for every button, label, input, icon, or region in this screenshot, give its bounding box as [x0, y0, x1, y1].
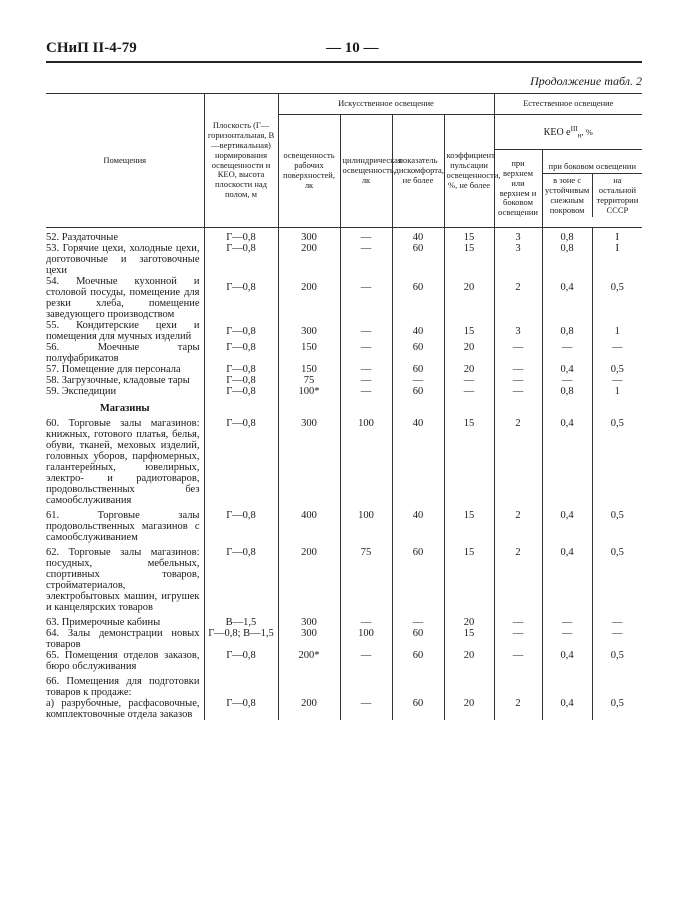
room-name: 63. Примерочные кабины [46, 617, 161, 628]
room-name: 58. Загрузочные, кладовые тары [46, 375, 190, 386]
cell-zone: 0,8 [542, 320, 592, 342]
table-row [46, 228, 642, 244]
cell-top: 3 [494, 228, 542, 244]
cell-cyl: 100 [340, 418, 392, 510]
header-side-lighting: при боковом освещении [543, 160, 643, 175]
cell-cyl: — [340, 276, 392, 320]
cell-top: 2 [494, 547, 542, 617]
cell-cyl: 75 [340, 547, 392, 617]
cell-cyl: — [340, 228, 392, 244]
header-rooms: Помещения [46, 94, 204, 228]
cell-plane: Г—0,8 [204, 698, 278, 720]
cell-comfort: 60 [392, 628, 444, 650]
room-name: 54. Моечные кухонной и столовой посуды, помещение для резки хлеба, помещение заведующего производством [46, 276, 200, 320]
cell-top: 3 [494, 320, 542, 342]
keo-superscript: III [570, 124, 578, 133]
cell-plane: Г—0,8 [204, 276, 278, 320]
cell-illum: 200 [278, 698, 340, 720]
cell-rest: 1 [592, 320, 642, 342]
cell-top: — [494, 617, 542, 628]
cell-cyl: 100 [340, 510, 392, 547]
cell-illum: 75 [278, 375, 340, 386]
header-illuminance: освещенность рабочих поверхностей, лк [278, 115, 340, 228]
room-name: 60. Торговые залы магазинов: книжных, готового платья, белья, обуви, тканей, меховых изделий, головных уборов, парфюмерных, галантерейных, ювелирных, электро- и радиотоваров, продовольственных без самообслуживания [46, 418, 200, 506]
cell-comfort: 60 [392, 698, 444, 720]
cell-illum: 200 [278, 276, 340, 320]
empty-cell [444, 672, 494, 698]
header-pulsation: коэффициент пульсации освещенности, %, не более [444, 115, 494, 228]
cell-plane: Г—0,8 [204, 547, 278, 617]
cell-top: — [494, 364, 542, 375]
cell-rest: I [592, 228, 642, 244]
cell-pulse: 15 [444, 510, 494, 547]
cell-pulse: 20 [444, 617, 494, 628]
cell-pulse: 15 [444, 628, 494, 650]
header-keo [494, 115, 642, 150]
cell-zone: 0,4 [542, 650, 592, 672]
cell-cyl: 100 [340, 628, 392, 650]
lighting-norms-table [46, 93, 642, 720]
cell-cyl: — [340, 342, 392, 364]
table-continuation-label: Продолжение табл. 2 [530, 74, 642, 88]
cell-top: — [494, 628, 542, 650]
cell-top: — [494, 650, 542, 672]
cell-zone: 0,4 [542, 364, 592, 375]
cell-pulse: 15 [444, 547, 494, 617]
header-rule [46, 61, 642, 63]
room-name: 66. Помещения для подготовки товаров к продаже: [46, 676, 200, 698]
header-artificial-lighting: Искусственное освещение [278, 94, 494, 115]
keo-label: КЕО е [543, 126, 571, 138]
cell-plane: Г—0,8; В—1,5 [204, 628, 278, 650]
header-top-lighting: при верхнем или верхнем и боковом освещении [494, 150, 542, 228]
table-row [46, 698, 642, 720]
cell-top: — [494, 386, 542, 397]
table-row [46, 276, 642, 320]
room-name: 61. Торговые залы продовольственных магазинов с самообслуживанием [46, 510, 200, 543]
cell-plane: В—1,5 [204, 617, 278, 628]
section-row [46, 397, 642, 418]
cell-pulse: 20 [444, 698, 494, 720]
cell-cyl: — [340, 375, 392, 386]
cell-pulse: 20 [444, 650, 494, 672]
cell-illum: 300 [278, 320, 340, 342]
cell-top: 3 [494, 243, 542, 276]
empty-cell [542, 672, 592, 698]
table-row [46, 510, 642, 547]
cell-top: — [494, 375, 542, 386]
cell-rest: — [592, 375, 642, 386]
cell-rest: 0,5 [592, 418, 642, 510]
cell-rest: 0,5 [592, 547, 642, 617]
header-cylindrical: цилиндрическая освещенность, лк [340, 115, 392, 228]
cell-top: 2 [494, 510, 542, 547]
cell-top: 2 [494, 698, 542, 720]
cell-rest: — [592, 342, 642, 364]
table-row [46, 364, 642, 375]
empty-cell [494, 672, 542, 698]
cell-illum: 150 [278, 364, 340, 375]
cell-pulse: — [444, 375, 494, 386]
cell-plane: Г—0,8 [204, 243, 278, 276]
table-body [46, 228, 642, 721]
cell-comfort: 40 [392, 228, 444, 244]
section-title: Магазины [99, 403, 150, 414]
room-name: 55. Кондитерские цехи и помещения для мучных изделий [46, 320, 200, 342]
cell-zone: 0,4 [542, 276, 592, 320]
room-name: 64. Залы демонстрации новых товаров [46, 628, 200, 650]
cell-illum: 200 [278, 547, 340, 617]
cell-pulse: 20 [444, 342, 494, 364]
cell-zone: 0,8 [542, 243, 592, 276]
cell-zone: 0,4 [542, 510, 592, 547]
keo-unit: , % [581, 126, 593, 137]
cell-cyl: — [340, 386, 392, 397]
cell-plane: Г—0,8 [204, 228, 278, 244]
room-name: 57. Помещение для персонала [46, 364, 181, 375]
cell-plane: Г—0,8 [204, 375, 278, 386]
cell-top: 2 [494, 418, 542, 510]
table-row [46, 375, 642, 386]
empty-cell [392, 397, 444, 418]
cell-rest: — [592, 617, 642, 628]
empty-cell [494, 397, 542, 418]
cell-pulse: 15 [444, 243, 494, 276]
cell-plane: Г—0,8 [204, 364, 278, 375]
cell-rest: — [592, 628, 642, 650]
cell-illum: 200* [278, 650, 340, 672]
cell-cyl: — [340, 320, 392, 342]
empty-cell [204, 672, 278, 698]
cell-comfort: 40 [392, 418, 444, 510]
cell-zone: 0,8 [542, 386, 592, 397]
table-row [46, 386, 642, 397]
cell-plane: Г—0,8 [204, 510, 278, 547]
cell-comfort: 60 [392, 547, 444, 617]
table-row [46, 650, 642, 672]
cell-rest: 0,5 [592, 650, 642, 672]
cell-zone: 0,4 [542, 547, 592, 617]
cell-top: 2 [494, 276, 542, 320]
room-name: 52. Раздаточные [46, 232, 118, 243]
cell-cyl: — [340, 617, 392, 628]
table-row [46, 672, 642, 698]
cell-rest: 0,5 [592, 510, 642, 547]
header-side-lighting-group [542, 150, 642, 228]
cell-plane: Г—0,8 [204, 320, 278, 342]
cell-plane: Г—0,8 [204, 342, 278, 364]
cell-rest: 0,5 [592, 276, 642, 320]
cell-illum: 150 [278, 342, 340, 364]
cell-plane: Г—0,8 [204, 418, 278, 510]
table-row [46, 342, 642, 364]
table-row [46, 243, 642, 276]
room-name: 53. Горячие цехи, холодные цехи, доготовочные и заготовочные цехи [46, 243, 200, 276]
page-number: — 10 — [326, 40, 379, 56]
header-side-subcols [543, 174, 643, 217]
room-name: 62. Торговые залы магазинов: посудных, мебельных, спортивных товаров, стройматериалов, электробытовых машин, игрушек и канцелярских товаров [46, 547, 200, 613]
cell-rest: 0,5 [592, 364, 642, 375]
table-row [46, 617, 642, 628]
cell-comfort: — [392, 617, 444, 628]
cell-zone: — [542, 617, 592, 628]
cell-comfort: 60 [392, 386, 444, 397]
cell-comfort: 60 [392, 650, 444, 672]
table-row [46, 547, 642, 617]
cell-illum: 300 [278, 628, 340, 650]
cell-cyl: — [340, 698, 392, 720]
empty-cell [278, 397, 340, 418]
cell-top: — [494, 342, 542, 364]
cell-zone: — [542, 628, 592, 650]
empty-cell [592, 672, 642, 698]
cell-comfort: 60 [392, 276, 444, 320]
room-name: 56. Моечные тары полуфабрикатов [46, 342, 200, 364]
room-name: 59. Экспедиции [46, 386, 117, 397]
cell-zone: 0,4 [542, 698, 592, 720]
empty-cell [444, 397, 494, 418]
table-row [46, 418, 642, 510]
cell-pulse: 15 [444, 418, 494, 510]
cell-illum: 300 [278, 418, 340, 510]
document-code: СНиП II-4-79 [46, 40, 137, 56]
empty-cell [542, 397, 592, 418]
cell-pulse: — [444, 386, 494, 397]
cell-rest: 0,5 [592, 698, 642, 720]
cell-zone: 0,4 [542, 418, 592, 510]
empty-cell [278, 672, 340, 698]
cell-comfort: 40 [392, 510, 444, 547]
header-snow-zone: в зоне с устойчивым снежным покровом [543, 174, 593, 217]
cell-cyl: — [340, 364, 392, 375]
header-natural-lighting: Естественное освещение [494, 94, 642, 115]
cell-pulse: 15 [444, 228, 494, 244]
cell-plane: Г—0,8 [204, 386, 278, 397]
keo-subscript: н [577, 131, 582, 140]
cell-comfort: 60 [392, 342, 444, 364]
empty-cell [204, 397, 278, 418]
cell-zone: 0,8 [542, 228, 592, 244]
cell-comfort: 40 [392, 320, 444, 342]
cell-pulse: 15 [444, 320, 494, 342]
cell-illum: 100* [278, 386, 340, 397]
cell-illum: 300 [278, 228, 340, 244]
empty-cell [392, 672, 444, 698]
cell-rest: 1 [592, 386, 642, 397]
cell-pulse: 20 [444, 276, 494, 320]
cell-plane: Г—0,8 [204, 650, 278, 672]
empty-cell [592, 397, 642, 418]
cell-comfort: 60 [392, 243, 444, 276]
cell-rest: I [592, 243, 642, 276]
cell-comfort: 60 [392, 364, 444, 375]
header-discomfort: показатель дискомфорта, не более [392, 115, 444, 228]
table-row [46, 320, 642, 342]
header-rest-territory: на остальной территории СССР [596, 175, 639, 215]
cell-illum: 400 [278, 510, 340, 547]
empty-cell [340, 397, 392, 418]
table-row [46, 628, 642, 650]
cell-cyl: — [340, 650, 392, 672]
room-name: а) разрубочные, расфасовочные, комплектовочные отдела заказов [46, 698, 200, 720]
cell-illum: 200 [278, 243, 340, 276]
empty-cell [340, 672, 392, 698]
cell-zone: — [542, 375, 592, 386]
cell-pulse: 20 [444, 364, 494, 375]
cell-illum: 300 [278, 617, 340, 628]
room-name: 65. Помещения отделов заказов, бюро обслуживания [46, 650, 200, 672]
header-plane: Плоскость (Г—горизонтальная, В—вертикальная) нормирования освещенности и КЕО, высота плоскости над полом, м [204, 94, 278, 228]
cell-comfort: — [392, 375, 444, 386]
cell-cyl: — [340, 243, 392, 276]
cell-zone: — [542, 342, 592, 364]
